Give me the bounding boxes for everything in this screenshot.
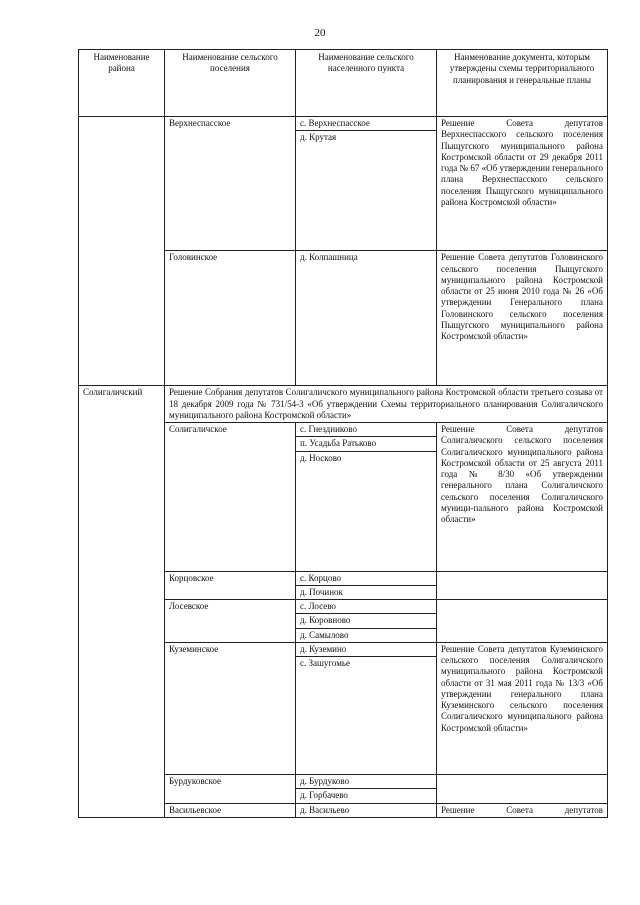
settlement-cell: Верхнеспасское — [165, 117, 296, 251]
header-district: Наименование района — [79, 50, 165, 117]
locality-cell: с. Корцово — [296, 571, 437, 585]
locality-cell: п. Усадьба Ратьково — [296, 437, 437, 451]
header-document: Наименование документа, которым утверждены схемы территориального планирования и генеральные планы — [437, 50, 608, 117]
header-rural-settlement: Наименование сельского поселения — [165, 50, 296, 117]
locality-cell: с. Лосево — [296, 600, 437, 614]
table-row — [79, 117, 608, 131]
locality-cell: д. Носково — [296, 451, 437, 571]
district-cell-empty — [79, 117, 165, 386]
settlement-cell: Васильевское — [165, 803, 296, 817]
table-header-row — [79, 50, 608, 117]
document-cell: Решение Совета депутатов Куземинского сельского поселения Солигаличского муниципального района Костромской области от 31 мая 2011 года № 13/3 «Об утверждении генерального плана Куземинского сельского поселения Солигаличского муниципального района Костромской области» — [437, 642, 608, 774]
settlement-cell: Корцовское — [165, 571, 296, 600]
district-cell: Солигаличский — [79, 386, 165, 818]
locality-cell: д. Куземино — [296, 642, 437, 656]
settlement-cell: Лосевское — [165, 600, 296, 643]
document-cell-empty — [437, 600, 608, 643]
settlement-cell: Головинское — [165, 251, 296, 386]
document-cell: Решение Совета депутатов — [437, 803, 608, 817]
document-cell: Решение Совета депутатов Солигаличского сельского поселения Солигаличского муниципального района Костромской области от 25 августа 2011 года № 8/30 «Об утверждении генерального плана Солигаличского сельского поселения Солигаличского муници-пального района Костромской области» — [437, 423, 608, 572]
settlement-cell: Куземинское — [165, 642, 296, 774]
locality-cell: с. Зашугомье — [296, 657, 437, 775]
locality-cell: д. Бурдуково — [296, 775, 437, 789]
settlement-plans-table — [78, 49, 608, 818]
locality-cell: с. Гнездниково — [296, 423, 437, 437]
locality-cell: д. Горбачево — [296, 789, 437, 803]
locality-cell: д. Коровново — [296, 614, 437, 628]
locality-cell: с. Верхнеспасское — [296, 117, 437, 131]
settlement-cell: Солигаличское — [165, 423, 296, 572]
document-cell: Решение Совета депутатов Головинского сельского поселения Пыщугского муниципального района Костромской области от 25 июня 2010 года № 26 «Об утверждении Генерального плана Головинского сельского поселения Пыщугского муниципального района Костромской области» — [437, 251, 608, 386]
district-document-cell: Решение Собрания депутатов Солигаличского муниципального района Костромской области третьего созыва от 18 декабря 2009 года № 731/54-3 «Об утверждении Схемы территориального планирования Солигаличского муниципального района Костромской области» — [165, 386, 608, 423]
locality-cell: д. Починок — [296, 585, 437, 599]
locality-cell: д. Колпашница — [296, 251, 437, 386]
document-cell-empty — [437, 571, 608, 600]
document-cell: Решение Совета депутатов Верхнеспасского сельского поселения Пыщугского муниципального района Костромской области от 29 декабря 2011 года № 67 «Об утверждении генерального плана Верхнеспасского сельского поселения Пыщугского муниципального района Костромской области» — [437, 117, 608, 251]
locality-cell: д. Крутая — [296, 131, 437, 251]
locality-cell: д. Васильево — [296, 803, 437, 817]
page-number: 20 — [314, 27, 326, 39]
header-locality: Наименование сельского населенного пункта — [296, 50, 437, 117]
settlement-cell: Бурдуковское — [165, 775, 296, 804]
document-cell-empty — [437, 775, 608, 804]
table-row — [79, 386, 608, 423]
locality-cell: д. Самылово — [296, 628, 437, 642]
